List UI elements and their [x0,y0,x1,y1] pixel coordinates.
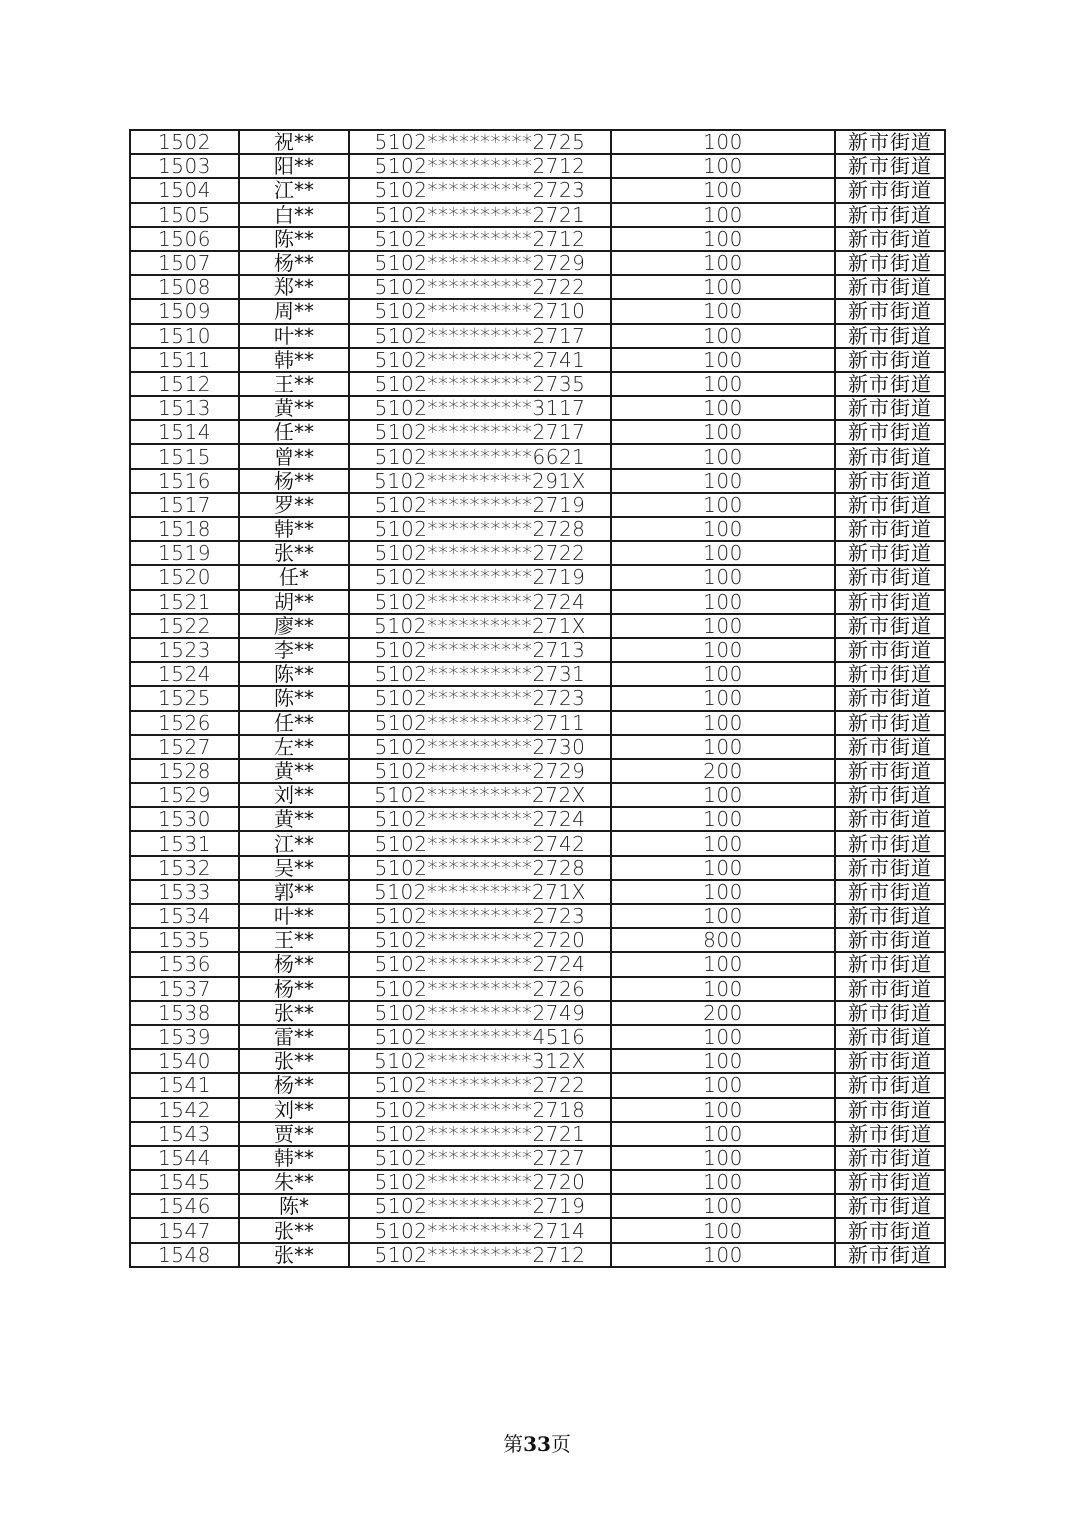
row-sequence-cell: 1507 [130,251,239,275]
row-sequence-cell: 1502 [130,130,239,154]
page-footer [0,1428,1074,1457]
row-name-cell: 张** [239,1001,349,1025]
row-area-cell: 新市街道 [835,444,945,468]
row-area-cell: 新市街道 [835,977,945,1001]
row-area-cell: 新市街道 [835,565,945,589]
row-sequence-cell: 1533 [130,880,239,904]
row-name-cell: 任** [239,711,349,735]
row-area-cell: 新市街道 [835,1098,945,1122]
table-row [130,348,945,372]
row-sequence-cell: 1545 [130,1170,239,1194]
table-row [130,807,945,831]
row-amount-cell: 100 [611,275,835,299]
row-sequence-cell: 1540 [130,1049,239,1073]
row-amount-cell: 100 [611,372,835,396]
row-amount-cell: 100 [611,1170,835,1194]
row-amount-cell: 100 [611,396,835,420]
row-id-number-cell: 5102**********2712 [349,1243,611,1267]
row-area-cell: 新市街道 [835,130,945,154]
table-row [130,1025,945,1049]
table-row [130,1001,945,1025]
row-sequence-cell: 1536 [130,952,239,976]
row-sequence-cell: 1508 [130,275,239,299]
table-row [130,856,945,880]
row-name-cell: 韩** [239,1146,349,1170]
row-sequence-cell: 1519 [130,541,239,565]
row-name-cell: 刘** [239,783,349,807]
row-id-number-cell: 5102**********2720 [349,928,611,952]
row-area-cell: 新市街道 [835,686,945,710]
row-sequence-cell: 1532 [130,856,239,880]
row-sequence-cell: 1521 [130,590,239,614]
row-id-number-cell: 5102**********272X [349,783,611,807]
row-amount-cell: 100 [611,154,835,178]
table-row [130,299,945,323]
row-name-cell: 李** [239,638,349,662]
table-row [130,1218,945,1242]
row-amount-cell: 100 [611,1122,835,1146]
row-area-cell: 新市街道 [835,348,945,372]
row-area-cell: 新市街道 [835,178,945,202]
row-id-number-cell: 5102**********2714 [349,1218,611,1242]
row-name-cell: 陈** [239,227,349,251]
table-row [130,203,945,227]
row-amount-cell: 100 [611,783,835,807]
row-amount-cell: 100 [611,880,835,904]
row-sequence-cell: 1523 [130,638,239,662]
table-row [130,541,945,565]
row-id-number-cell: 5102**********2741 [349,348,611,372]
table-row [130,928,945,952]
row-amount-cell: 100 [611,203,835,227]
row-id-number-cell: 5102**********271X [349,880,611,904]
table-row [130,662,945,686]
row-name-cell: 任** [239,420,349,444]
row-area-cell: 新市街道 [835,759,945,783]
row-name-cell: 郑** [239,275,349,299]
table-row [130,977,945,1001]
row-id-number-cell: 5102**********2728 [349,856,611,880]
row-name-cell: 吴** [239,856,349,880]
row-amount-cell: 200 [611,1001,835,1025]
row-name-cell: 叶** [239,324,349,348]
row-amount-cell: 100 [611,686,835,710]
row-amount-cell: 100 [611,904,835,928]
row-area-cell: 新市街道 [835,372,945,396]
row-id-number-cell: 5102**********2712 [349,154,611,178]
row-amount-cell: 100 [611,711,835,735]
row-amount-cell: 100 [611,977,835,1001]
row-name-cell: 曾** [239,444,349,468]
table-row [130,1170,945,1194]
row-amount-cell: 100 [611,735,835,759]
row-name-cell: 杨** [239,977,349,1001]
row-id-number-cell: 5102**********2723 [349,178,611,202]
row-name-cell: 杨** [239,952,349,976]
row-amount-cell: 100 [611,130,835,154]
row-sequence-cell: 1531 [130,831,239,855]
table-row [130,880,945,904]
row-name-cell: 王** [239,928,349,952]
row-name-cell: 韩** [239,348,349,372]
row-area-cell: 新市街道 [835,1194,945,1218]
row-amount-cell: 100 [611,493,835,517]
row-sequence-cell: 1506 [130,227,239,251]
row-id-number-cell: 5102**********2724 [349,807,611,831]
row-amount-cell: 100 [611,348,835,372]
table-row [130,1243,945,1267]
row-area-cell: 新市街道 [835,1073,945,1097]
table-row [130,469,945,493]
table-row [130,590,945,614]
row-amount-cell: 100 [611,614,835,638]
row-name-cell: 周** [239,299,349,323]
row-amount-cell: 100 [611,807,835,831]
footer-prefix: 第 [503,1432,524,1456]
row-sequence-cell: 1511 [130,348,239,372]
row-amount-cell: 200 [611,759,835,783]
row-sequence-cell: 1548 [130,1243,239,1267]
row-id-number-cell: 5102**********2735 [349,372,611,396]
row-name-cell: 江** [239,178,349,202]
row-amount-cell: 100 [611,420,835,444]
row-name-cell: 廖** [239,614,349,638]
table-row [130,638,945,662]
table-row [130,759,945,783]
row-name-cell: 胡** [239,590,349,614]
row-name-cell: 黄** [239,759,349,783]
row-id-number-cell: 5102**********2724 [349,590,611,614]
row-sequence-cell: 1534 [130,904,239,928]
row-sequence-cell: 1526 [130,711,239,735]
row-sequence-cell: 1530 [130,807,239,831]
table-row [130,783,945,807]
row-sequence-cell: 1541 [130,1073,239,1097]
row-amount-cell: 100 [611,227,835,251]
row-area-cell: 新市街道 [835,227,945,251]
row-sequence-cell: 1517 [130,493,239,517]
row-sequence-cell: 1514 [130,420,239,444]
row-id-number-cell: 5102**********2724 [349,952,611,976]
table-row [130,324,945,348]
row-name-cell: 白** [239,203,349,227]
row-amount-cell: 100 [611,565,835,589]
row-id-number-cell: 5102**********2722 [349,541,611,565]
row-id-number-cell: 5102**********6621 [349,444,611,468]
table-row [130,735,945,759]
row-amount-cell: 100 [611,638,835,662]
row-id-number-cell: 5102**********291X [349,469,611,493]
row-name-cell: 左** [239,735,349,759]
row-area-cell: 新市街道 [835,541,945,565]
row-sequence-cell: 1525 [130,686,239,710]
page-number: 33 [523,1432,551,1456]
row-amount-cell: 100 [611,251,835,275]
row-id-number-cell: 5102**********2731 [349,662,611,686]
roster-table-body [130,130,945,1267]
row-name-cell: 张** [239,541,349,565]
row-area-cell: 新市街道 [835,275,945,299]
row-area-cell: 新市街道 [835,880,945,904]
row-area-cell: 新市街道 [835,638,945,662]
table-row [130,1194,945,1218]
row-amount-cell: 100 [611,662,835,686]
table-row [130,396,945,420]
row-sequence-cell: 1515 [130,444,239,468]
row-name-cell: 王** [239,372,349,396]
row-name-cell: 朱** [239,1170,349,1194]
table-row [130,1049,945,1073]
table-row [130,493,945,517]
row-area-cell: 新市街道 [835,831,945,855]
row-name-cell: 陈* [239,1194,349,1218]
row-area-cell: 新市街道 [835,203,945,227]
row-area-cell: 新市街道 [835,154,945,178]
row-name-cell: 陈** [239,662,349,686]
table-row [130,251,945,275]
table-row [130,614,945,638]
row-id-number-cell: 5102**********2723 [349,904,611,928]
row-name-cell: 雷** [239,1025,349,1049]
row-amount-cell: 100 [611,1146,835,1170]
row-sequence-cell: 1538 [130,1001,239,1025]
row-sequence-cell: 1542 [130,1098,239,1122]
row-area-cell: 新市街道 [835,324,945,348]
row-area-cell: 新市街道 [835,1025,945,1049]
row-name-cell: 任* [239,565,349,589]
table-row [130,420,945,444]
row-area-cell: 新市街道 [835,299,945,323]
row-name-cell: 罗** [239,493,349,517]
row-sequence-cell: 1518 [130,517,239,541]
row-sequence-cell: 1503 [130,154,239,178]
row-id-number-cell: 5102**********2719 [349,1194,611,1218]
row-id-number-cell: 5102**********2717 [349,324,611,348]
table-row [130,275,945,299]
row-amount-cell: 100 [611,590,835,614]
table-row [130,1073,945,1097]
row-name-cell: 张** [239,1243,349,1267]
row-sequence-cell: 1510 [130,324,239,348]
row-id-number-cell: 5102**********2725 [349,130,611,154]
row-area-cell: 新市街道 [835,904,945,928]
row-amount-cell: 100 [611,952,835,976]
row-area-cell: 新市街道 [835,807,945,831]
row-area-cell: 新市街道 [835,783,945,807]
table-row [130,1122,945,1146]
row-name-cell: 郭** [239,880,349,904]
row-area-cell: 新市街道 [835,1218,945,1242]
table-row [130,154,945,178]
table-row [130,178,945,202]
row-amount-cell: 100 [611,856,835,880]
row-amount-cell: 100 [611,517,835,541]
row-area-cell: 新市街道 [835,396,945,420]
row-amount-cell: 100 [611,1073,835,1097]
row-id-number-cell: 5102**********2723 [349,686,611,710]
table-row [130,1146,945,1170]
roster-table [129,129,946,1268]
row-sequence-cell: 1527 [130,735,239,759]
row-sequence-cell: 1544 [130,1146,239,1170]
row-name-cell: 刘** [239,1098,349,1122]
row-area-cell: 新市街道 [835,1243,945,1267]
row-amount-cell: 100 [611,1025,835,1049]
row-sequence-cell: 1539 [130,1025,239,1049]
row-amount-cell: 100 [611,1218,835,1242]
row-id-number-cell: 5102**********2727 [349,1146,611,1170]
row-name-cell: 贾** [239,1122,349,1146]
row-name-cell: 杨** [239,251,349,275]
row-amount-cell: 100 [611,1049,835,1073]
table-row [130,517,945,541]
row-id-number-cell: 5102**********312X [349,1049,611,1073]
row-area-cell: 新市街道 [835,1146,945,1170]
row-area-cell: 新市街道 [835,469,945,493]
row-name-cell: 张** [239,1218,349,1242]
row-area-cell: 新市街道 [835,952,945,976]
table-row [130,372,945,396]
row-id-number-cell: 5102**********2721 [349,203,611,227]
row-name-cell: 杨** [239,469,349,493]
row-id-number-cell: 5102**********2721 [349,1122,611,1146]
row-id-number-cell: 5102**********2722 [349,1073,611,1097]
row-area-cell: 新市街道 [835,662,945,686]
row-name-cell: 祝** [239,130,349,154]
row-id-number-cell: 5102**********2726 [349,977,611,1001]
row-area-cell: 新市街道 [835,517,945,541]
row-amount-cell: 100 [611,324,835,348]
row-sequence-cell: 1505 [130,203,239,227]
row-name-cell: 黄** [239,396,349,420]
row-id-number-cell: 5102**********2718 [349,1098,611,1122]
row-sequence-cell: 1547 [130,1218,239,1242]
row-sequence-cell: 1516 [130,469,239,493]
table-row [130,904,945,928]
row-area-cell: 新市街道 [835,251,945,275]
row-id-number-cell: 5102**********2719 [349,565,611,589]
row-sequence-cell: 1509 [130,299,239,323]
row-amount-cell: 100 [611,444,835,468]
row-amount-cell: 100 [611,469,835,493]
row-id-number-cell: 5102**********2710 [349,299,611,323]
row-name-cell: 阳** [239,154,349,178]
row-sequence-cell: 1546 [130,1194,239,1218]
table-row [130,711,945,735]
table-row [130,1098,945,1122]
row-area-cell: 新市街道 [835,614,945,638]
row-name-cell: 杨** [239,1073,349,1097]
row-area-cell: 新市街道 [835,1170,945,1194]
table-row [130,686,945,710]
row-amount-cell: 100 [611,541,835,565]
row-name-cell: 黄** [239,807,349,831]
row-area-cell: 新市街道 [835,1049,945,1073]
row-sequence-cell: 1543 [130,1122,239,1146]
row-sequence-cell: 1528 [130,759,239,783]
row-id-number-cell: 5102**********2717 [349,420,611,444]
row-id-number-cell: 5102**********2720 [349,1170,611,1194]
table-row [130,444,945,468]
row-id-number-cell: 5102**********3117 [349,396,611,420]
row-area-cell: 新市街道 [835,1122,945,1146]
row-name-cell: 江** [239,831,349,855]
row-area-cell: 新市街道 [835,493,945,517]
footer-suffix: 页 [550,1432,571,1456]
row-sequence-cell: 1512 [130,372,239,396]
row-id-number-cell: 5102**********271X [349,614,611,638]
row-area-cell: 新市街道 [835,1001,945,1025]
row-sequence-cell: 1537 [130,977,239,1001]
row-sequence-cell: 1529 [130,783,239,807]
row-id-number-cell: 5102**********2712 [349,227,611,251]
table-row [130,952,945,976]
row-area-cell: 新市街道 [835,735,945,759]
row-id-number-cell: 5102**********2728 [349,517,611,541]
row-area-cell: 新市街道 [835,856,945,880]
row-name-cell: 韩** [239,517,349,541]
row-sequence-cell: 1504 [130,178,239,202]
row-amount-cell: 100 [611,1098,835,1122]
row-area-cell: 新市街道 [835,928,945,952]
row-amount-cell: 100 [611,1194,835,1218]
row-id-number-cell: 5102**********2729 [349,759,611,783]
table-row [130,227,945,251]
row-id-number-cell: 5102**********2730 [349,735,611,759]
row-id-number-cell: 5102**********2711 [349,711,611,735]
row-amount-cell: 100 [611,1243,835,1267]
row-sequence-cell: 1513 [130,396,239,420]
row-id-number-cell: 5102**********2719 [349,493,611,517]
row-amount-cell: 100 [611,299,835,323]
row-id-number-cell: 5102**********2729 [349,251,611,275]
row-area-cell: 新市街道 [835,420,945,444]
row-name-cell: 陈** [239,686,349,710]
row-id-number-cell: 5102**********2722 [349,275,611,299]
table-row [130,831,945,855]
row-amount-cell: 800 [611,928,835,952]
row-sequence-cell: 1535 [130,928,239,952]
row-area-cell: 新市街道 [835,711,945,735]
row-id-number-cell: 5102**********2749 [349,1001,611,1025]
row-id-number-cell: 5102**********2742 [349,831,611,855]
row-name-cell: 张** [239,1049,349,1073]
row-id-number-cell: 5102**********2713 [349,638,611,662]
row-name-cell: 叶** [239,904,349,928]
row-sequence-cell: 1522 [130,614,239,638]
row-sequence-cell: 1524 [130,662,239,686]
row-amount-cell: 100 [611,178,835,202]
table-row [130,565,945,589]
row-id-number-cell: 5102**********4516 [349,1025,611,1049]
row-area-cell: 新市街道 [835,590,945,614]
table-row [130,130,945,154]
row-sequence-cell: 1520 [130,565,239,589]
row-amount-cell: 100 [611,831,835,855]
